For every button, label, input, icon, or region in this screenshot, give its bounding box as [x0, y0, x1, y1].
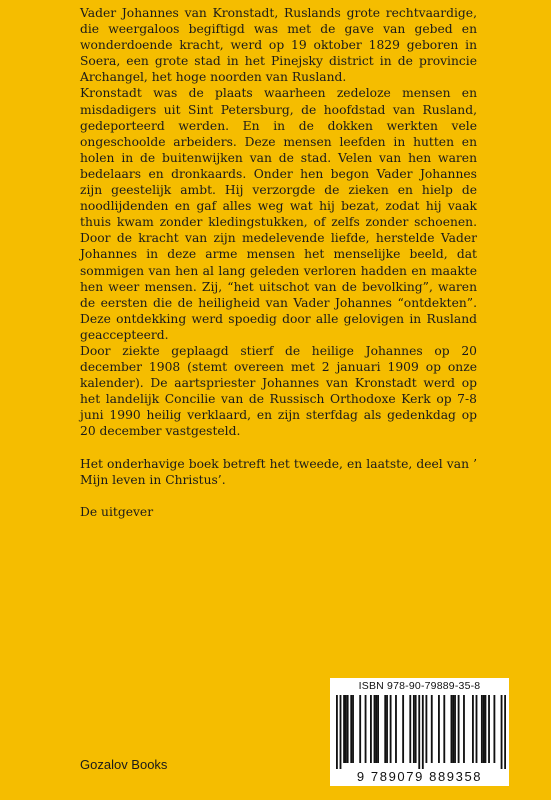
barcode-bar	[390, 695, 392, 763]
barcode-bar	[425, 695, 427, 763]
barcode-bar	[476, 695, 478, 763]
barcode-bar	[409, 695, 411, 763]
barcode-bar	[384, 695, 386, 763]
barcode-bar	[345, 695, 347, 763]
barcode-bar	[343, 695, 345, 763]
back-cover-text	[80, 5, 477, 520]
barcode-bar	[493, 695, 495, 763]
barcode-bar	[359, 695, 361, 763]
barcode-bar	[431, 695, 433, 763]
barcode-bar	[485, 695, 487, 763]
barcode-bar	[415, 695, 417, 763]
barcode-bar	[336, 695, 338, 769]
paragraph-closing: Het onderhavige boek betreft het tweede, en laatste, deel van ’ Mijn leven in Christus’.	[80, 456, 477, 487]
barcode-bar	[347, 695, 349, 763]
barcode-bar	[386, 695, 388, 763]
barcode-bar	[501, 695, 503, 769]
paragraph-intro: Vader Johannes van Kronstadt, Ruslands grote rechtvaardige, die weergaloos begiftigd was met de gave van gebed en wonderdoende kracht, werd op 19 oktober 1829 geboren in Soera, een grote stad in het Pinejsky district in de provincie Archangel, het hoge noorden van Rusland.	[80, 6, 477, 85]
barcode-bar	[374, 695, 376, 763]
barcode-bar	[402, 695, 404, 763]
barcode-bar	[463, 695, 465, 763]
barcode-bar	[452, 695, 454, 763]
barcode-bar	[418, 695, 420, 769]
barcode-bar	[458, 695, 460, 763]
barcode-bar	[352, 695, 354, 763]
barcode-bar	[375, 695, 377, 763]
barcode-bar	[340, 695, 342, 769]
barcode-bar	[350, 695, 352, 763]
barcode-bar	[481, 695, 483, 763]
barcode-bar	[370, 695, 372, 763]
barcode-bar	[488, 695, 490, 763]
isbn-label: ISBN 978-90-79889-35-8	[358, 680, 481, 692]
isbn-barcode	[330, 678, 509, 786]
paragraph-kronstadt: Kronstadt was de plaats waarheen zedeloze mensen en misdadigers uit Sint Petersburg, de hoofdstad van Rusland, gedeporteerd werden. En in de dokken werkten vele ongeschoolde arbeiders. Deze mensen leefden in hutten en holen in de buitenwijken van de stad. Velen van hen waren bedelaars en dronkaards. Onder hen begon Vader Johannes zijn geestelijk ambt. Hij verzorgde de zieken en hielp de noodlijdenden en gaf alles weg wat hij bezat, zodat hij vaak thuis kwam zonder kledingstukken, of zelfs zonder schoenen. Door de kracht van zijn medelevende liefde, herstelde Vader Johannes in deze arme mensen het menselijke beeld, dat sommigen van hen al lang geleden verloren hadden en maakte hen weer mensen. Zij, “het uitschot van de bevolking”, waren de eersten die de heiligheid van Vader Johannes “ontdekten”. Deze ontdekking werd spoedig door alle gelovigen in Rusland geaccepteerd.	[80, 86, 477, 342]
barcode-bar	[422, 695, 424, 769]
barcode-bar	[472, 695, 474, 763]
barcode-digits: 9 789079 889358	[356, 769, 483, 784]
barcode-bar	[413, 695, 415, 763]
barcode-bar	[504, 695, 506, 769]
barcode-bar	[443, 695, 445, 763]
paragraph-death: Door ziekte geplaagd stierf de heilige Johannes op 20 december 1908 (stemt overeen met 2 januari 1909 op onze kalender). De aartspriester Johannes van Kronstadt werd op het landelijk Concilie van de Russisch Orthodoxe Kerk op 7-8 juni 1990 heilig verklaard, en zijn sterfdag als gedenkdag op 20 december vastgesteld.	[80, 343, 477, 439]
publisher-name: Gozalov Books	[80, 757, 168, 772]
barcode-bar	[454, 695, 456, 763]
barcode-bar	[365, 695, 367, 763]
barcode-bar	[377, 695, 379, 763]
barcode-bar	[395, 695, 397, 763]
barcode-bar	[483, 695, 485, 763]
barcode-bar	[438, 695, 440, 763]
signature: De uitgever	[80, 504, 154, 519]
barcode-bars	[336, 695, 506, 769]
barcode-bar	[451, 695, 453, 763]
